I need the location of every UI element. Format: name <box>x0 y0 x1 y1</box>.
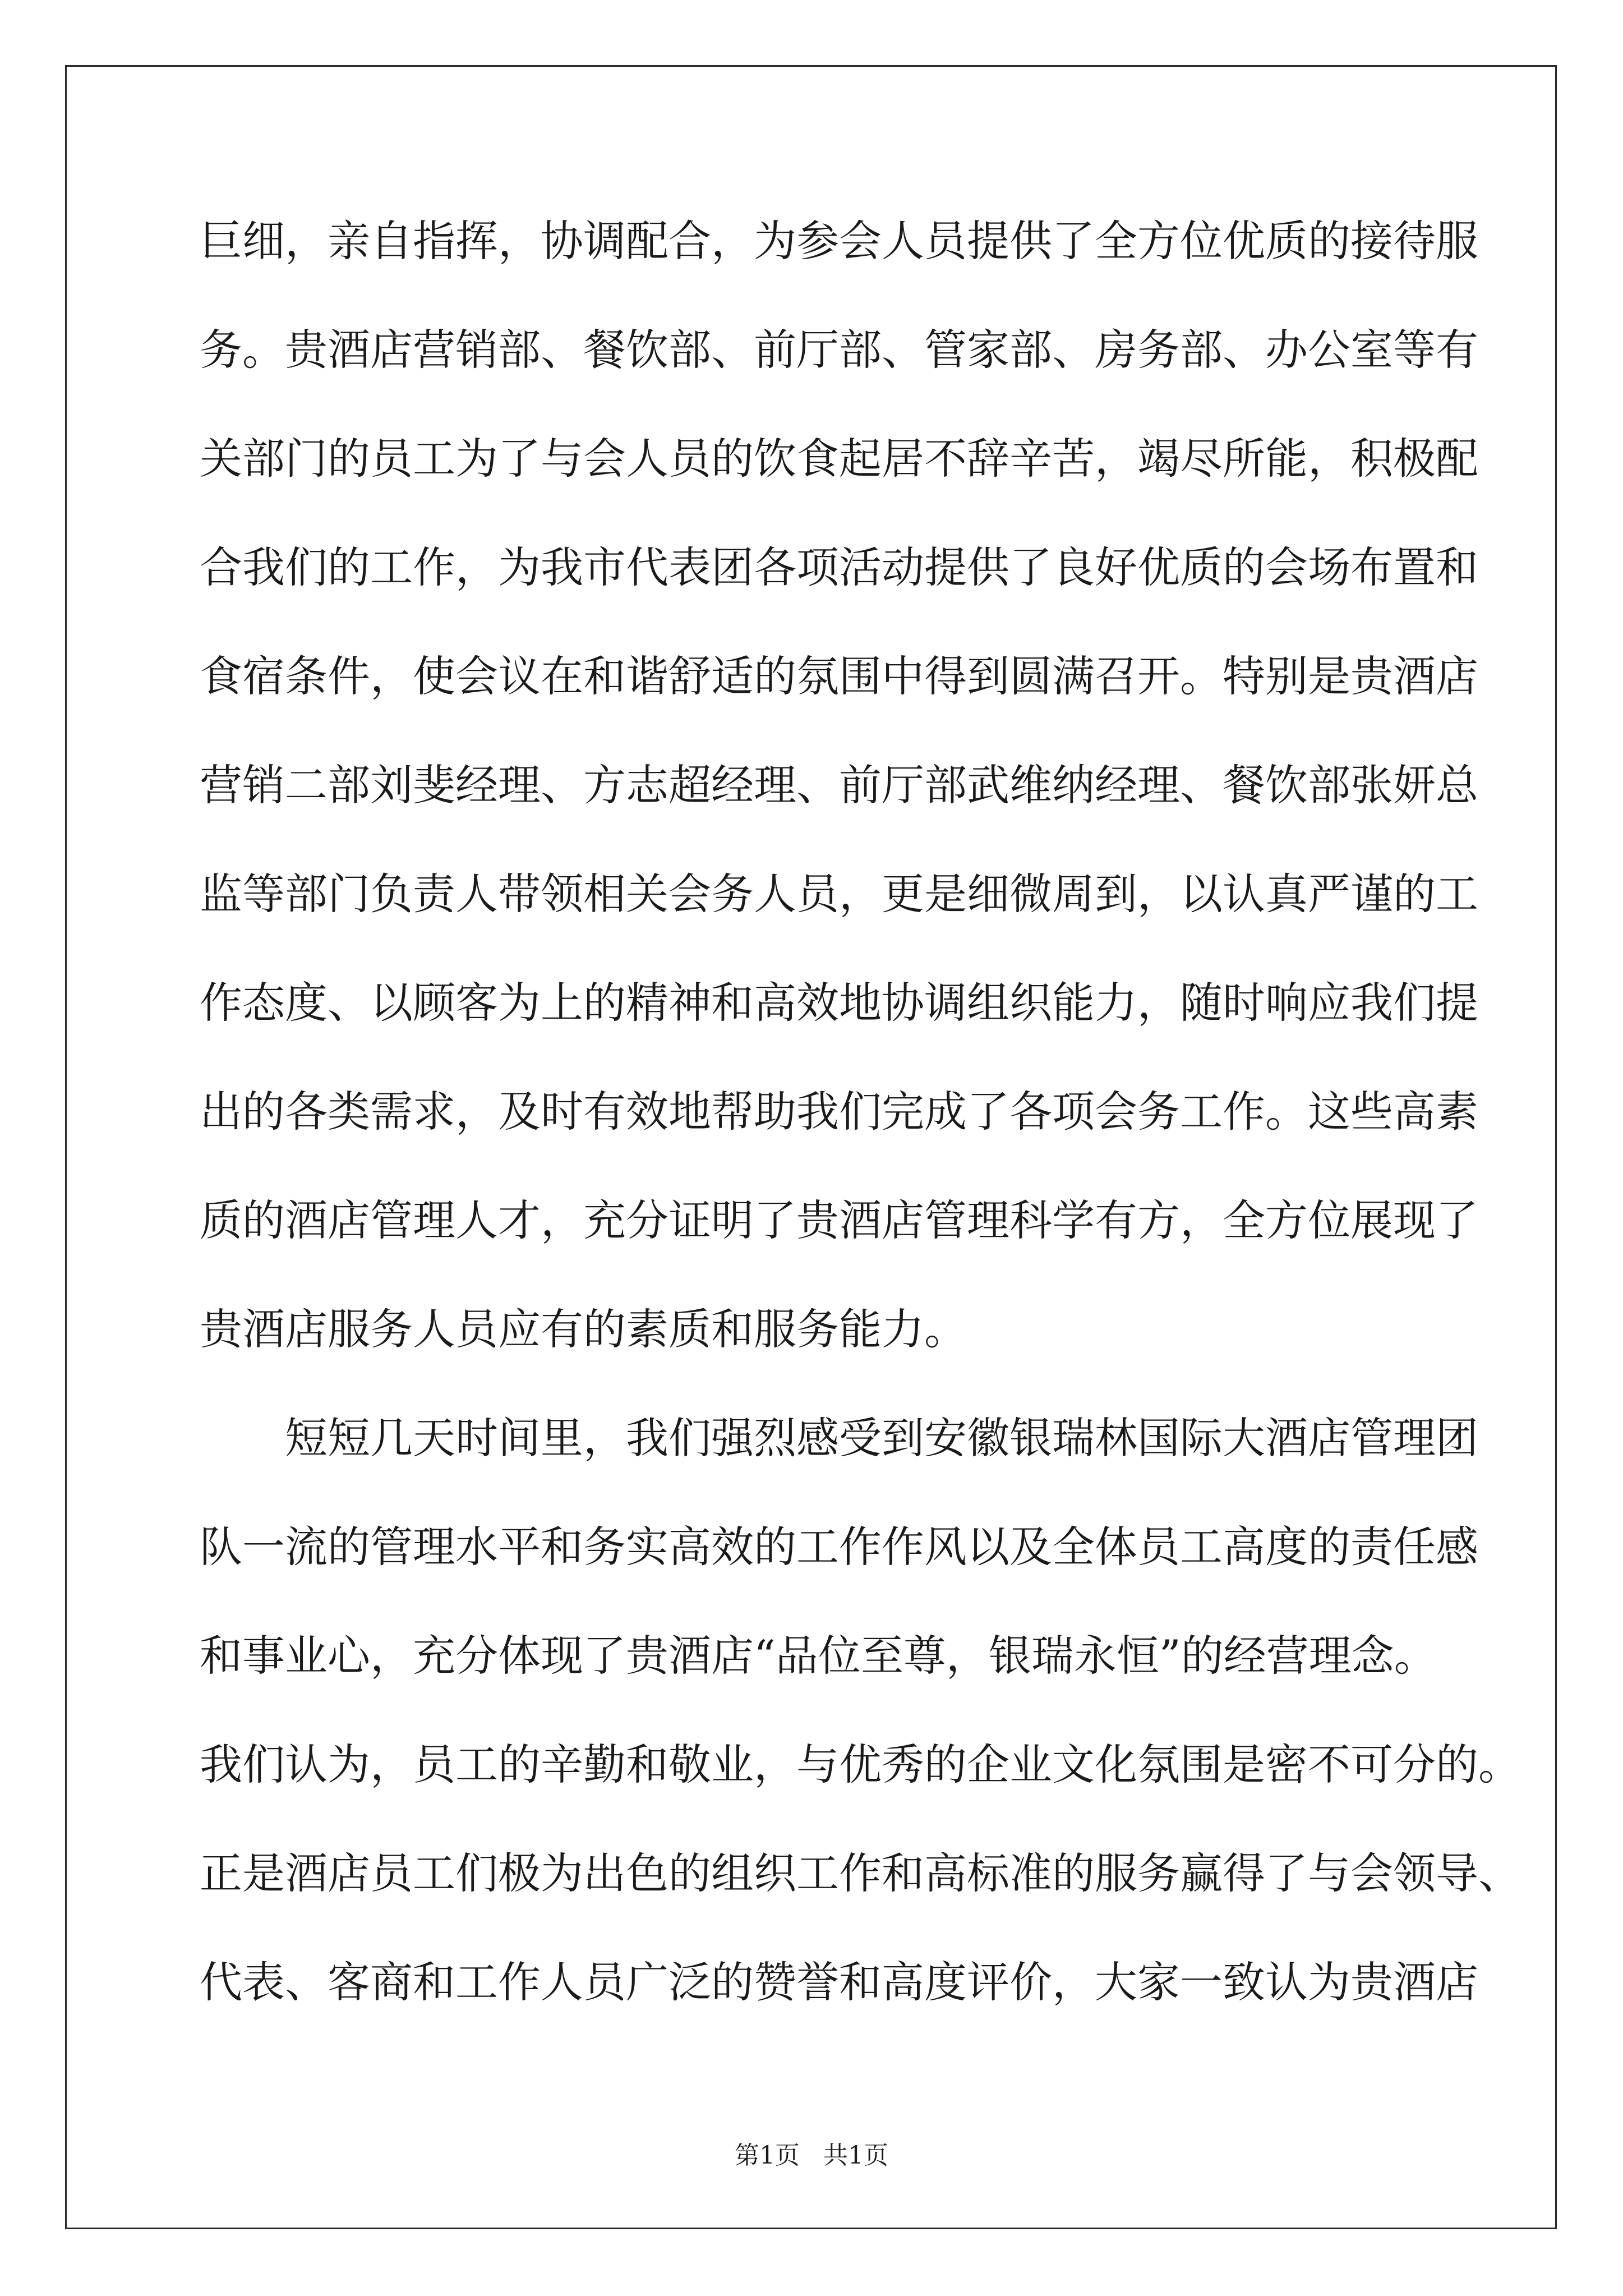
text-line: 质的酒店管理人才，充分证明了贵酒店管理科学有方，全方位展现了 <box>200 1195 1478 1245</box>
text-line: 务。贵酒店营销部、餐饮部、前厅部、管家部、房务部、办公室等有 <box>200 325 1478 375</box>
text-line: 代表、客商和工作人员广泛的赞誉和高度评价，大家一致认为贵酒店 <box>200 1957 1478 2007</box>
text-line: 短短几天时间里，我们强烈感受到安徽银瑞林国际大酒店管理团 <box>285 1413 1478 1463</box>
text-line: 关部门的员工为了与会人员的饮食起居不辞辛苦，竭尽所能，积极配 <box>200 434 1478 484</box>
text-line: 监等部门负责人带领相关会务人员，更是细微周到，以认真严谨的工 <box>200 869 1478 919</box>
text-line: 和事业心，充分体现了贵酒店“品位至尊，银瑞永恒”的经营理念。 <box>200 1631 1437 1681</box>
page-number-footer: 第1页 共1页 <box>735 2141 888 2170</box>
text-line: 出的各类需求，及时有效地帮助我们完成了各项会务工作。这些高素 <box>200 1087 1478 1137</box>
text-line: 合我们的工作，为我市代表团各项活动提供了良好优质的会场布置和 <box>200 542 1478 592</box>
text-line: 我们认为，员工的辛勤和敬业，与优秀的企业文化氛围是密不可分的。 <box>200 1740 1521 1789</box>
text-line: 作态度、以顾客为上的精神和高效地协调组织能力，随时响应我们提 <box>200 978 1478 1028</box>
text-line: 食宿条件，使会议在和谐舒适的氛围中得到圆满召开。特别是贵酒店 <box>200 651 1478 701</box>
text-line: 巨细，亲自指挥，协调配合，为参会人员提供了全方位优质的接待服 <box>200 216 1478 266</box>
text-line: 队一流的管理水平和务实高效的工作作风以及全体员工高度的责任感 <box>200 1522 1478 1572</box>
text-line: 营销二部刘斐经理、方志超经理、前厅部武维纳经理、餐饮部张妍总 <box>200 760 1478 810</box>
text-line: 贵酒店服务人员应有的素质和服务能力。 <box>200 1304 967 1354</box>
document-body <box>200 213 1521 2063</box>
text-line: 正是酒店员工们极为出色的组织工作和高标准的服务赢得了与会领导、 <box>200 1848 1521 1898</box>
